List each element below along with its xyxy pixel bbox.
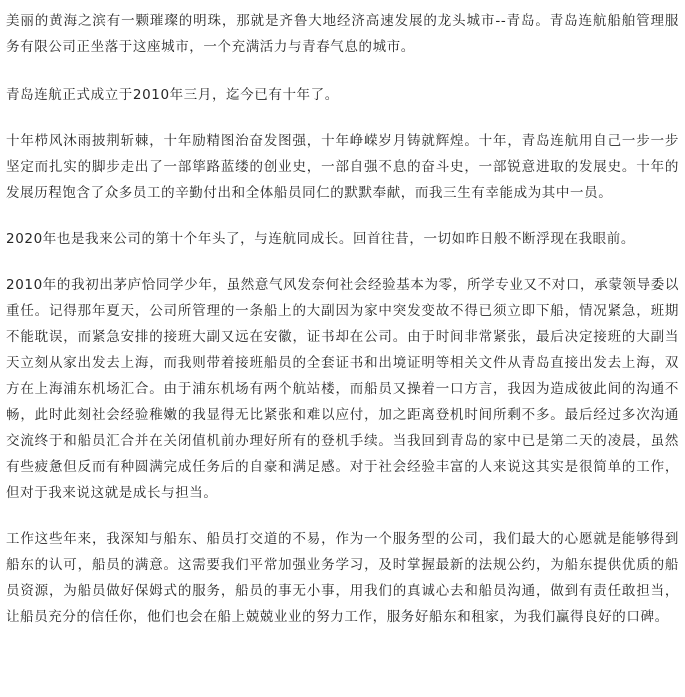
paragraph-3: 十年栉风沐雨披荆斩棘，十年励精图治奋发图强，十年峥嵘岁月铸就辉煌。十年，青岛连航用自己一步一步坚定而扎实的脚步走出了一部筚路蓝缕的创业史，一部自强不息的奋斗史，一部锐意进取的发展史。十年的发展历程饱含了众多员工的辛勤付出和全体船员同仁的默默奉献，而我三生有幸能成为其中一员。	[6, 133, 679, 201]
paragraph-1: 美丽的黄海之滨有一颗璀璨的明珠，那就是齐鲁大地经济高速发展的龙头城市--青岛。青岛连航船舶管理服务有限公司正坐落于这座城市，一个充满活力与青春气息的城市。	[6, 13, 679, 55]
paragraph-4: 2020年也是我来公司的第十个年头了，与连航同成长。回首往昔，一切如昨日般不断浮现在我眼前。	[6, 231, 635, 247]
paragraph-6: 工作这些年来，我深知与船东、船员打交道的不易，作为一个服务型的公司，我们最大的心愿就是能够得到船东的认可，船员的满意。这需要我们平常加强业务学习，及时掌握最新的法规公约，为船东提供优质的船员资源，为船员做好保姆式的服务，船员的事无小事，用我们的真诚心去和船员沟通，做到有责任敢担当，让船员充分的信任你，他们也会在船上兢兢业业的努力工作，服务好船东和租家，为我们赢得良好的口碑。	[6, 531, 679, 625]
paragraph-5: 2010年的我初出茅庐恰同学少年，虽然意气风发奈何社会经验基本为零，所学专业又不对口，承蒙领导委以重任。记得那年夏天，公司所管理的一条船上的大副因为家中突发变故不得已须立即下船，情况紧急，班期不能耽误，而紧急安排的接班大副又远在安徽，证书却在公司。由于时间非常紧张，最后决定接班的大副当天立刻从家出发去上海，而我则带着接班船员的全套证书和出境证明等相关文件从青岛直接出发去上海，双方在上海浦东机场汇合。由于浦东机场有两个航站楼，而船员又操着一口方言，我因为造成彼此间的沟通不畅，此时此刻社会经验稚嫩的我显得无比紧张和难以应付，加之距离登机时间所剩不多。最后经过多次沟通交流终于和船员汇合并在关闭值机前办理好所有的登机手续。当我回到青岛的家中已是第二天的凌晨，虽然有些疲惫但反而有种圆满完成任务后的自豪和满足感。对于社会经验丰富的人来说这其实是很简单的工作，但对于我来说这就是成长与担当。	[6, 277, 679, 501]
paragraph-2: 青岛连航正式成立于2010年三月，迄今已有十年了。	[6, 87, 339, 103]
